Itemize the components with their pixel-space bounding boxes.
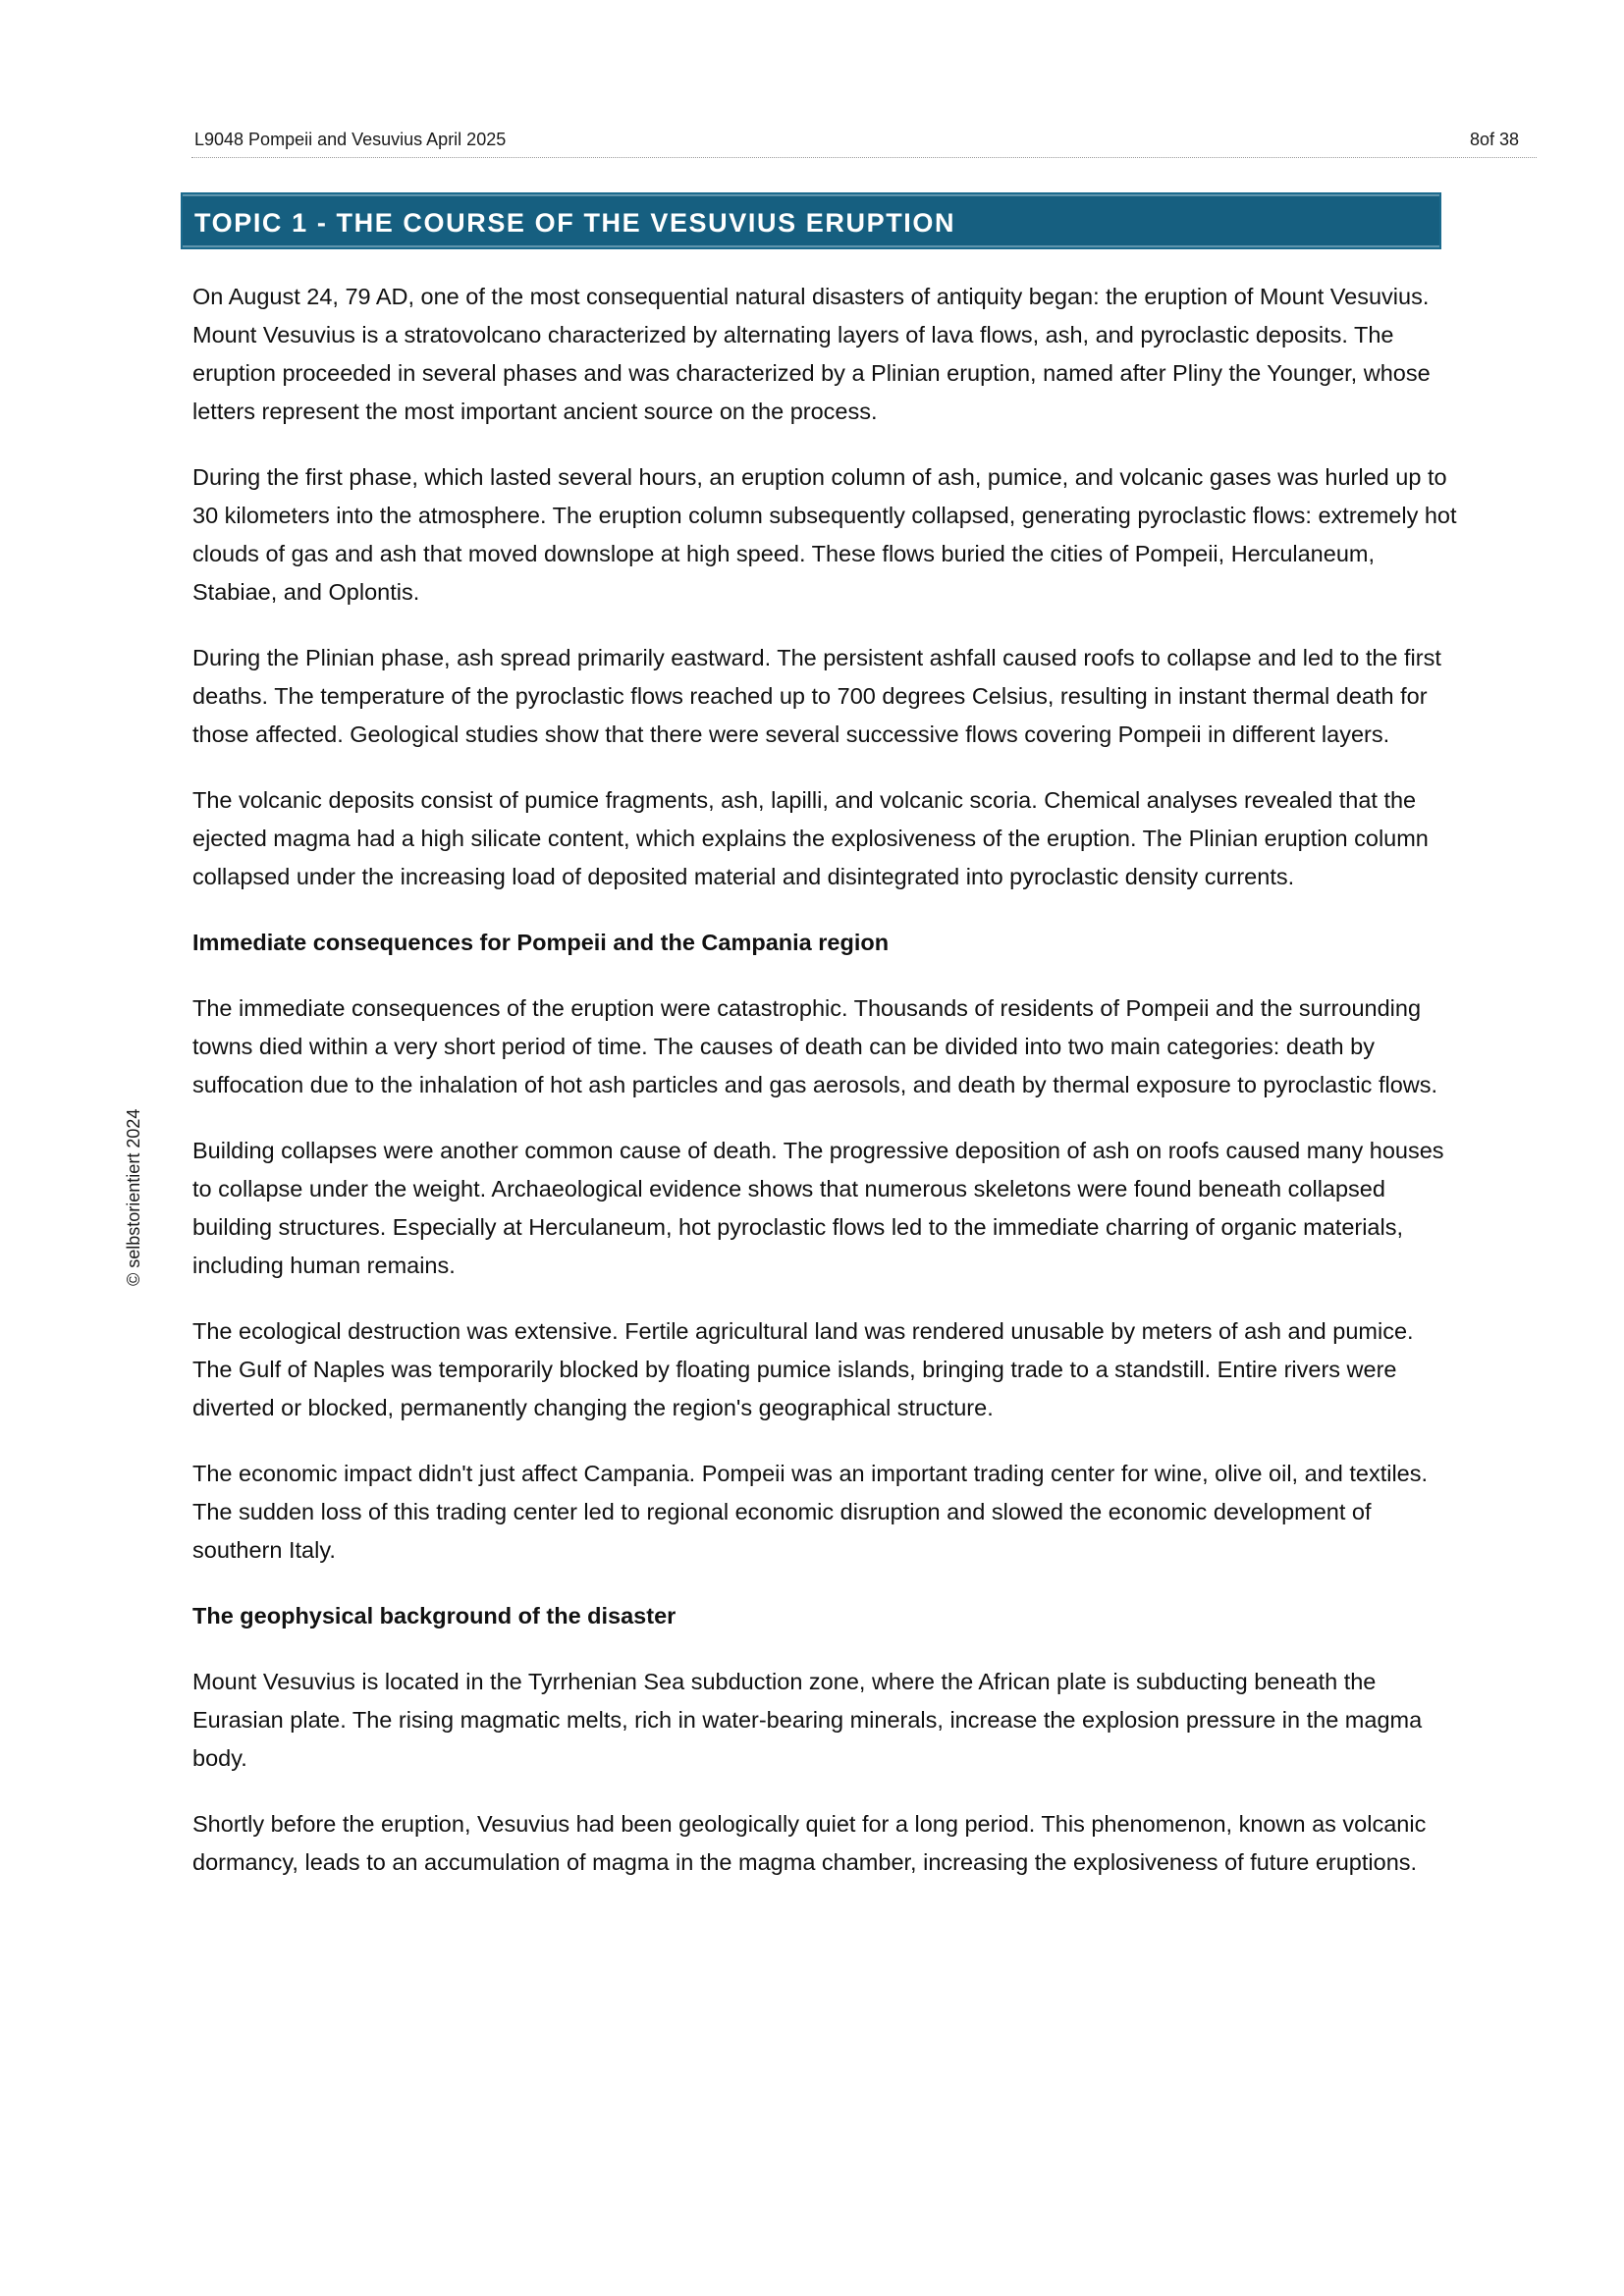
paragraph-volcanic-dormancy: Shortly before the eruption, Vesuvius had been geologically quiet for a long period. This phenomenon, known as volcanic dormancy, leads to an accumulation of magma in the magma chamber, increasing the explosiveness of future eruptions.	[192, 1811, 1427, 1875]
paragraph-economic-impact: The economic impact didn't just affect Campania. Pompeii was an important trading center for wine, olive oil, and textiles. The sudden loss of this trading center led to regional economic disruption and slowed the economic development of southern Italy.	[192, 1461, 1429, 1563]
paragraph-immediate-consequences: The immediate consequences of the eruption were catastrophic. Thousands of residents of Pompeii and the surrounding towns died within a very short period of time. The causes of death can be divided into two main categories: death by suffocation due to the inhalation of hot ash particles and gas aerosols, and death by thermal exposure to pyroclastic flows.	[192, 995, 1438, 1097]
paragraph-intro: On August 24, 79 AD, one of the most consequential natural disasters of antiquity began: the eruption of Mount Vesuvius. Mount Vesuvius is a stratovolcano characterized by alternating layers of lava flows, ash, and pyroclastic deposits. The eruption proceeded in several phases and was characterized by a Plinian eruption, named after Pliny the Younger, whose letters represent the most important ancient source on the process.	[192, 284, 1431, 424]
topic-banner	[181, 192, 1441, 249]
document-title: L9048 Pompeii and Vesuvius April 2025	[194, 130, 507, 149]
page-number: 8of 38	[1469, 130, 1519, 149]
section-heading-consequences: Immediate consequences for Pompeii and the Campania region	[192, 930, 890, 955]
page-header	[191, 130, 1537, 158]
paragraph-ecological-destruction: The ecological destruction was extensive. Fertile agricultural land was rendered unusable by meters of ash and pumice. The Gulf of Naples was temporarily blocked by floating pumice islands, bringing trade to a standstill. Entire rivers were diverted or blocked, permanently changing the region's geographical structure.	[192, 1318, 1414, 1420]
document-body	[192, 278, 1459, 1909]
section-heading-geophysical: The geophysical background of the disaster	[192, 1603, 677, 1629]
paragraph-plinian-phase: During the Plinian phase, ash spread primarily eastward. The persistent ashfall caused roofs to collapse and led to the first deaths. The temperature of the pyroclastic flows reached up to 700 degrees Celsius, resulting in instant thermal death for those affected. Geological studies show that there were several successive flows covering Pompeii in different layers.	[192, 645, 1441, 747]
paragraph-subduction-zone: Mount Vesuvius is located in the Tyrrhenian Sea subduction zone, where the African plate is subducting beneath the Eurasian plate. The rising magmatic melts, rich in water-bearing minerals, increase the explosion pressure in the magma body.	[192, 1669, 1423, 1771]
paragraph-volcanic-deposits: The volcanic deposits consist of pumice fragments, ash, lapilli, and volcanic scoria. Chemical analyses revealed that the ejected magma had a high silicate content, which explains the explosiveness of the eruption. The Plinian eruption column collapsed under the increasing load of deposited material and disintegrated into pyroclastic density currents.	[192, 787, 1429, 889]
copyright-notice: © selbstorientiert 2024	[124, 1108, 143, 1286]
topic-title: TOPIC 1 - THE COURSE OF THE VESUVIUS ERUPTION	[194, 208, 956, 238]
paragraph-building-collapses: Building collapses were another common cause of death. The progressive deposition of ash on roofs caused many houses to collapse under the weight. Archaeological evidence shows that numerous skeletons were found beneath collapsed building structures. Especially at Herculaneum, hot pyroclastic flows led to the immediate charring of organic materials, including human remains.	[192, 1138, 1444, 1278]
paragraph-first-phase: During the first phase, which lasted several hours, an eruption column of ash, pumice, and volcanic gases was hurled up to 30 kilometers into the atmosphere. The eruption column subsequently collapsed, generating pyroclastic flows: extremely hot clouds of gas and ash that moved downslope at high speed. These flows buried the cities of Pompeii, Herculaneum, Stabiae, and Oplontis.	[192, 464, 1457, 605]
